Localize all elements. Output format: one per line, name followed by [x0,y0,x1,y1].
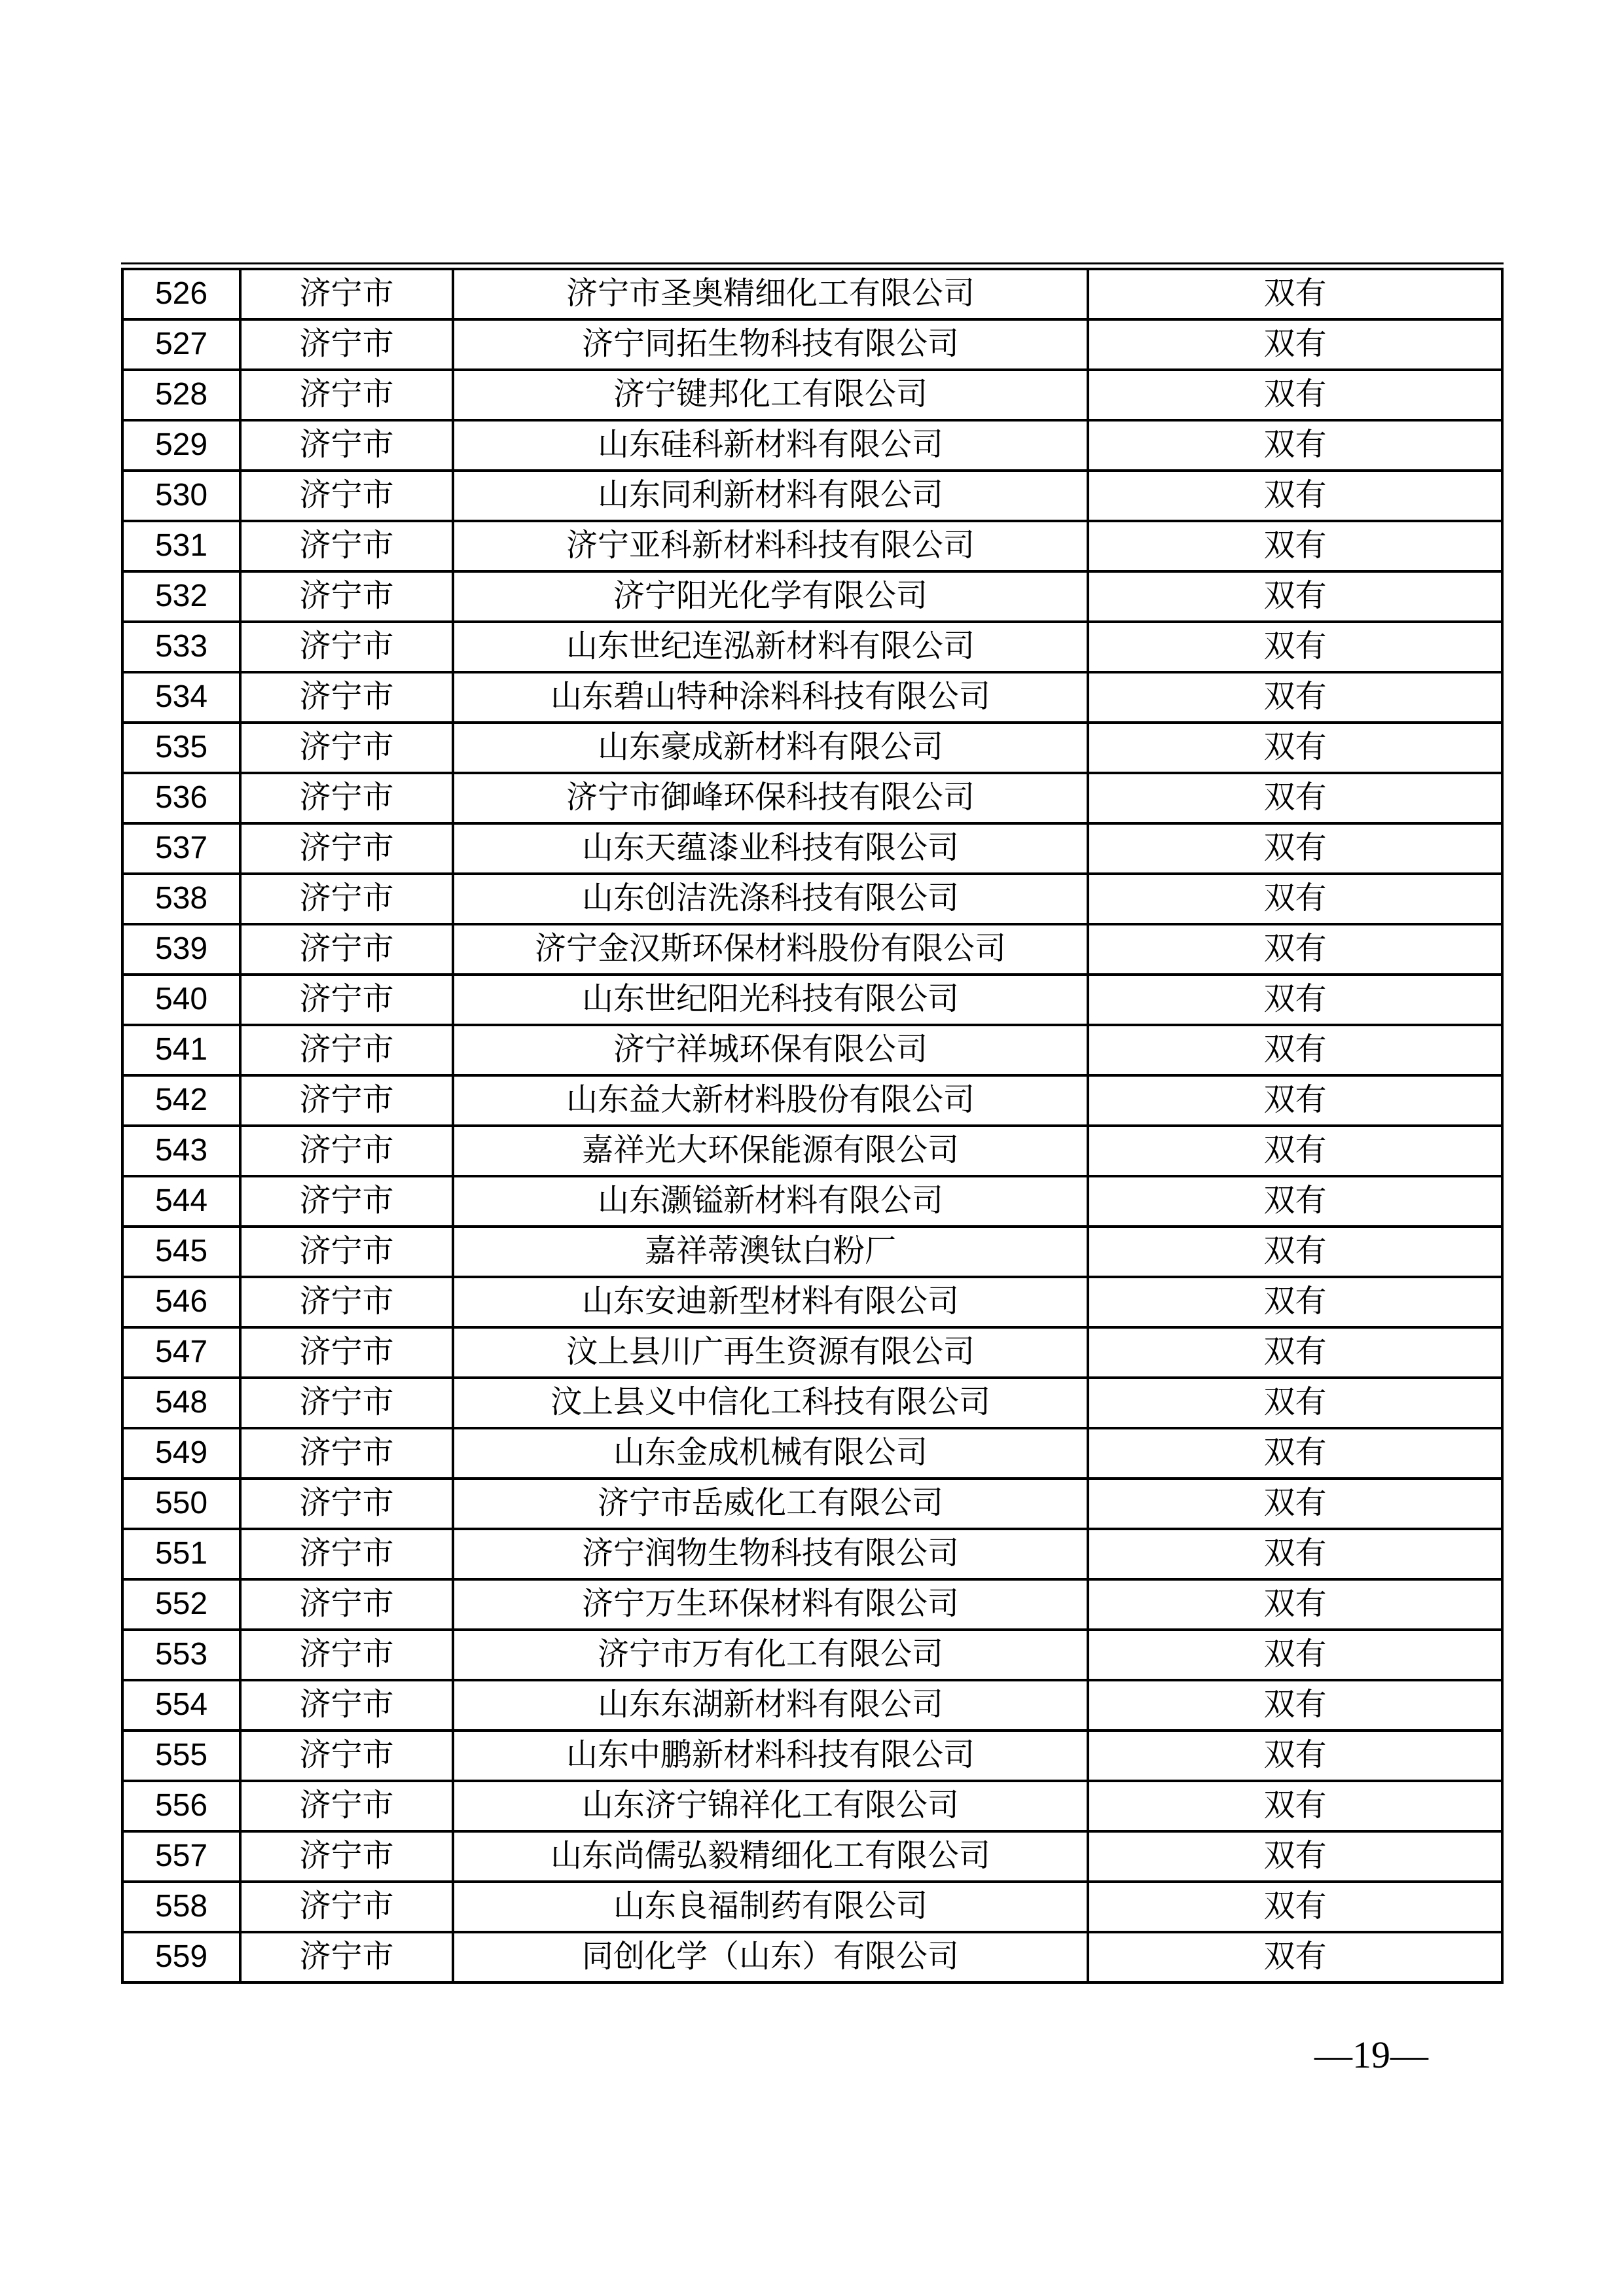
status-cell: 双有 [1088,874,1502,924]
company-name-cell: 济宁润物生物科技有限公司 [453,1529,1088,1579]
table-row [122,1327,1502,1378]
row-number-cell: 533 [122,622,240,672]
city-cell: 济宁市 [240,1932,453,1982]
status-cell: 双有 [1088,924,1502,975]
status-cell: 双有 [1088,420,1502,471]
table-row [122,773,1502,823]
city-cell: 济宁市 [240,1731,453,1781]
status-cell: 双有 [1088,471,1502,521]
company-name-cell: 济宁阳光化学有限公司 [453,571,1088,622]
status-cell: 双有 [1088,1932,1502,1982]
table-row [122,723,1502,773]
row-number-cell: 552 [122,1579,240,1630]
row-number-cell: 532 [122,571,240,622]
table-row [122,1831,1502,1882]
city-cell: 济宁市 [240,1025,453,1075]
city-cell: 济宁市 [240,471,453,521]
row-number-cell: 529 [122,420,240,471]
company-name-cell: 山东东湖新材料有限公司 [453,1680,1088,1731]
row-number-cell: 553 [122,1630,240,1680]
table-row [122,1680,1502,1731]
city-cell: 济宁市 [240,1630,453,1680]
city-cell: 济宁市 [240,420,453,471]
status-cell: 双有 [1088,1731,1502,1781]
row-number-cell: 540 [122,975,240,1025]
row-number-cell: 534 [122,672,240,723]
table-row [122,1378,1502,1428]
row-number-cell: 537 [122,823,240,874]
city-cell: 济宁市 [240,571,453,622]
company-name-cell: 山东碧山特种涂料科技有限公司 [453,672,1088,723]
row-number-cell: 526 [122,269,240,319]
row-number-cell: 527 [122,319,240,370]
row-number-cell: 559 [122,1932,240,1982]
city-cell: 济宁市 [240,874,453,924]
row-number-cell: 555 [122,1731,240,1781]
status-cell: 双有 [1088,269,1502,319]
status-cell: 双有 [1088,1025,1502,1075]
table-row [122,1277,1502,1327]
row-number-cell: 530 [122,471,240,521]
company-name-cell: 济宁同拓生物科技有限公司 [453,319,1088,370]
table-row [122,1075,1502,1126]
status-cell: 双有 [1088,1176,1502,1227]
company-name-cell: 山东灏镒新材料有限公司 [453,1176,1088,1227]
table-row [122,420,1502,471]
status-cell: 双有 [1088,1630,1502,1680]
status-cell: 双有 [1088,1378,1502,1428]
company-name-cell: 山东中鹏新材料科技有限公司 [453,1731,1088,1781]
table-row [122,622,1502,672]
company-name-cell: 山东天蕴漆业科技有限公司 [453,823,1088,874]
company-table [121,268,1504,1984]
status-cell: 双有 [1088,1227,1502,1277]
status-cell: 双有 [1088,1680,1502,1731]
city-cell: 济宁市 [240,1176,453,1227]
table-row [122,1731,1502,1781]
city-cell: 济宁市 [240,1327,453,1378]
city-cell: 济宁市 [240,1680,453,1731]
table-row [122,1579,1502,1630]
city-cell: 济宁市 [240,370,453,420]
status-cell: 双有 [1088,622,1502,672]
row-number-cell: 548 [122,1378,240,1428]
status-cell: 双有 [1088,1126,1502,1176]
table-row [122,1025,1502,1075]
row-number-cell: 546 [122,1277,240,1327]
city-cell: 济宁市 [240,924,453,975]
row-number-cell: 544 [122,1176,240,1227]
status-cell: 双有 [1088,1327,1502,1378]
city-cell: 济宁市 [240,773,453,823]
row-number-cell: 535 [122,723,240,773]
company-name-cell: 山东世纪连泓新材料有限公司 [453,622,1088,672]
status-cell: 双有 [1088,1529,1502,1579]
city-cell: 济宁市 [240,1882,453,1932]
company-name-cell: 山东硅科新材料有限公司 [453,420,1088,471]
city-cell: 济宁市 [240,1781,453,1831]
status-cell: 双有 [1088,1428,1502,1479]
company-name-cell: 济宁键邦化工有限公司 [453,370,1088,420]
table-row [122,1227,1502,1277]
status-cell: 双有 [1088,370,1502,420]
status-cell: 双有 [1088,319,1502,370]
table-row [122,672,1502,723]
table-row [122,1176,1502,1227]
company-name-cell: 济宁市圣奥精细化工有限公司 [453,269,1088,319]
company-name-cell: 山东良福制药有限公司 [453,1882,1088,1932]
table-row [122,1479,1502,1529]
status-cell: 双有 [1088,1579,1502,1630]
row-number-cell: 536 [122,773,240,823]
table-row [122,975,1502,1025]
company-name-cell: 嘉祥光大环保能源有限公司 [453,1126,1088,1176]
status-cell: 双有 [1088,1075,1502,1126]
row-number-cell: 542 [122,1075,240,1126]
page-number: —19— [1314,2034,1428,2076]
company-name-cell: 济宁祥城环保有限公司 [453,1025,1088,1075]
table-row [122,1630,1502,1680]
company-name-cell: 山东豪成新材料有限公司 [453,723,1088,773]
city-cell: 济宁市 [240,1227,453,1277]
table-row [122,1882,1502,1932]
company-name-cell: 汶上县川广再生资源有限公司 [453,1327,1088,1378]
status-cell: 双有 [1088,1781,1502,1831]
company-name-cell: 山东益大新材料股份有限公司 [453,1075,1088,1126]
city-cell: 济宁市 [240,823,453,874]
city-cell: 济宁市 [240,521,453,571]
city-cell: 济宁市 [240,1831,453,1882]
row-number-cell: 528 [122,370,240,420]
status-cell: 双有 [1088,1479,1502,1529]
table-top-rule [121,262,1504,264]
company-name-cell: 汶上县义中信化工科技有限公司 [453,1378,1088,1428]
company-name-cell: 山东安迪新型材料有限公司 [453,1277,1088,1327]
status-cell: 双有 [1088,1831,1502,1882]
table-row [122,874,1502,924]
row-number-cell: 531 [122,521,240,571]
city-cell: 济宁市 [240,319,453,370]
city-cell: 济宁市 [240,1479,453,1529]
company-name-cell: 山东济宁锦祥化工有限公司 [453,1781,1088,1831]
table-row [122,1428,1502,1479]
table-row [122,1126,1502,1176]
row-number-cell: 554 [122,1680,240,1731]
row-number-cell: 547 [122,1327,240,1378]
status-cell: 双有 [1088,521,1502,571]
company-name-cell: 济宁亚科新材料科技有限公司 [453,521,1088,571]
table-row [122,269,1502,319]
row-number-cell: 538 [122,874,240,924]
table-row [122,1529,1502,1579]
city-cell: 济宁市 [240,622,453,672]
row-number-cell: 556 [122,1781,240,1831]
status-cell: 双有 [1088,672,1502,723]
status-cell: 双有 [1088,975,1502,1025]
row-number-cell: 558 [122,1882,240,1932]
table-row [122,319,1502,370]
company-table-body [122,269,1502,1982]
row-number-cell: 545 [122,1227,240,1277]
row-number-cell: 543 [122,1126,240,1176]
city-cell: 济宁市 [240,975,453,1025]
table-row [122,1781,1502,1831]
company-name-cell: 山东金成机械有限公司 [453,1428,1088,1479]
status-cell: 双有 [1088,571,1502,622]
company-name-cell: 山东创洁洗涤科技有限公司 [453,874,1088,924]
company-name-cell: 山东同利新材料有限公司 [453,471,1088,521]
city-cell: 济宁市 [240,1277,453,1327]
table-row [122,370,1502,420]
row-number-cell: 549 [122,1428,240,1479]
status-cell: 双有 [1088,823,1502,874]
status-cell: 双有 [1088,773,1502,823]
row-number-cell: 551 [122,1529,240,1579]
city-cell: 济宁市 [240,723,453,773]
company-name-cell: 济宁金汉斯环保材料股份有限公司 [453,924,1088,975]
status-cell: 双有 [1088,1277,1502,1327]
city-cell: 济宁市 [240,1075,453,1126]
city-cell: 济宁市 [240,1378,453,1428]
row-number-cell: 557 [122,1831,240,1882]
city-cell: 济宁市 [240,269,453,319]
company-name-cell: 济宁万生环保材料有限公司 [453,1579,1088,1630]
table-row [122,571,1502,622]
company-name-cell: 山东世纪阳光科技有限公司 [453,975,1088,1025]
company-name-cell: 山东尚儒弘毅精细化工有限公司 [453,1831,1088,1882]
status-cell: 双有 [1088,1882,1502,1932]
table-row [122,924,1502,975]
company-name-cell: 济宁市万有化工有限公司 [453,1630,1088,1680]
city-cell: 济宁市 [240,1126,453,1176]
row-number-cell: 539 [122,924,240,975]
city-cell: 济宁市 [240,1428,453,1479]
city-cell: 济宁市 [240,1579,453,1630]
row-number-cell: 541 [122,1025,240,1075]
table-row [122,823,1502,874]
row-number-cell: 550 [122,1479,240,1529]
company-name-cell: 同创化学（山东）有限公司 [453,1932,1088,1982]
company-name-cell: 济宁市御峰环保科技有限公司 [453,773,1088,823]
table-row [122,1932,1502,1982]
table-row [122,521,1502,571]
status-cell: 双有 [1088,723,1502,773]
city-cell: 济宁市 [240,1529,453,1579]
table-row [122,471,1502,521]
city-cell: 济宁市 [240,672,453,723]
company-name-cell: 嘉祥蒂澳钛白粉厂 [453,1227,1088,1277]
company-name-cell: 济宁市岳威化工有限公司 [453,1479,1088,1529]
